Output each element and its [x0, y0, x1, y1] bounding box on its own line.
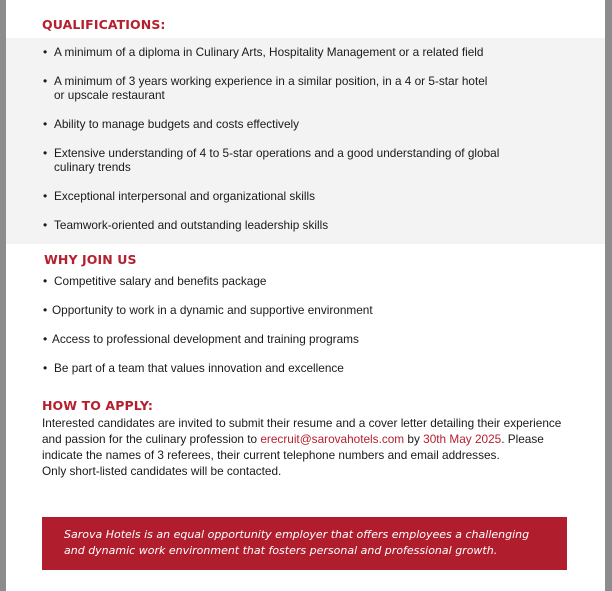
how-to-apply-heading: HOW TO APPLY:: [42, 398, 154, 413]
page-frame-right: [605, 0, 612, 591]
equal-opportunity-text: Sarova Hotels is an equal opportunity employer that offers employees a challenging and dynamic work environment that fosters personal and professional growth.: [64, 528, 530, 557]
qualification-item: [43, 189, 499, 203]
qualifications-heading: QUALIFICATIONS:: [42, 17, 166, 32]
benefit-item: • Access to professional development and training programs: [43, 332, 373, 346]
benefit-item: • Opportunity to work in a dynamic and supportive environment: [43, 303, 373, 317]
apply-instructions-text: . Please indicate the names of 3 referees, their current telephone numbers and email addresses.: [42, 432, 544, 462]
qualification-item: [43, 74, 499, 102]
recruitment-email-link[interactable]: erecruit@sarovahotels.com: [260, 432, 405, 446]
qualification-item-text: A minimum of 3 years working experience in a similar position, in a 4 or 5-star hotel: [54, 74, 488, 88]
application-deadline: 30th May 2025: [423, 432, 502, 446]
shortlist-note: Only short-listed candidates will be contacted.: [42, 464, 282, 478]
qualifications-list: [43, 45, 499, 247]
qualification-item-text-continued: culinary trends: [54, 160, 131, 174]
apply-instructions-text: by: [404, 432, 424, 446]
qualification-item: [43, 218, 499, 232]
why-join-heading: WHY JOIN US: [44, 252, 137, 267]
qualification-item-text: Teamwork-oriented and outstanding leadership skills: [54, 218, 329, 232]
qualification-item-text: A minimum of a diploma in Culinary Arts, Hospitality Management or a related field: [54, 45, 484, 59]
qualification-item: [43, 117, 499, 131]
how-to-apply-text: [42, 415, 562, 479]
qualification-item-text: Exceptional interpersonal and organizational skills: [54, 189, 315, 203]
benefit-item: • Be part of a team that values innovation and excellence: [43, 361, 373, 375]
why-join-list: [43, 274, 373, 390]
apply-instructions-text: Interested candidates are invited to submit their resume and a cover letter detailing their experience and passion for the culinary profession to: [42, 416, 562, 446]
qualification-item-text: Extensive understanding of 4 to 5-star operations and a good understanding of global: [54, 146, 500, 160]
equal-opportunity-banner: [42, 517, 567, 570]
qualification-item-text: Ability to manage budgets and costs effectively: [54, 117, 300, 131]
qualification-item: [43, 146, 499, 174]
qualification-item: [43, 45, 499, 59]
benefit-item: • Competitive salary and benefits package: [43, 274, 373, 288]
qualification-item-text-continued: or upscale restaurant: [54, 88, 165, 102]
